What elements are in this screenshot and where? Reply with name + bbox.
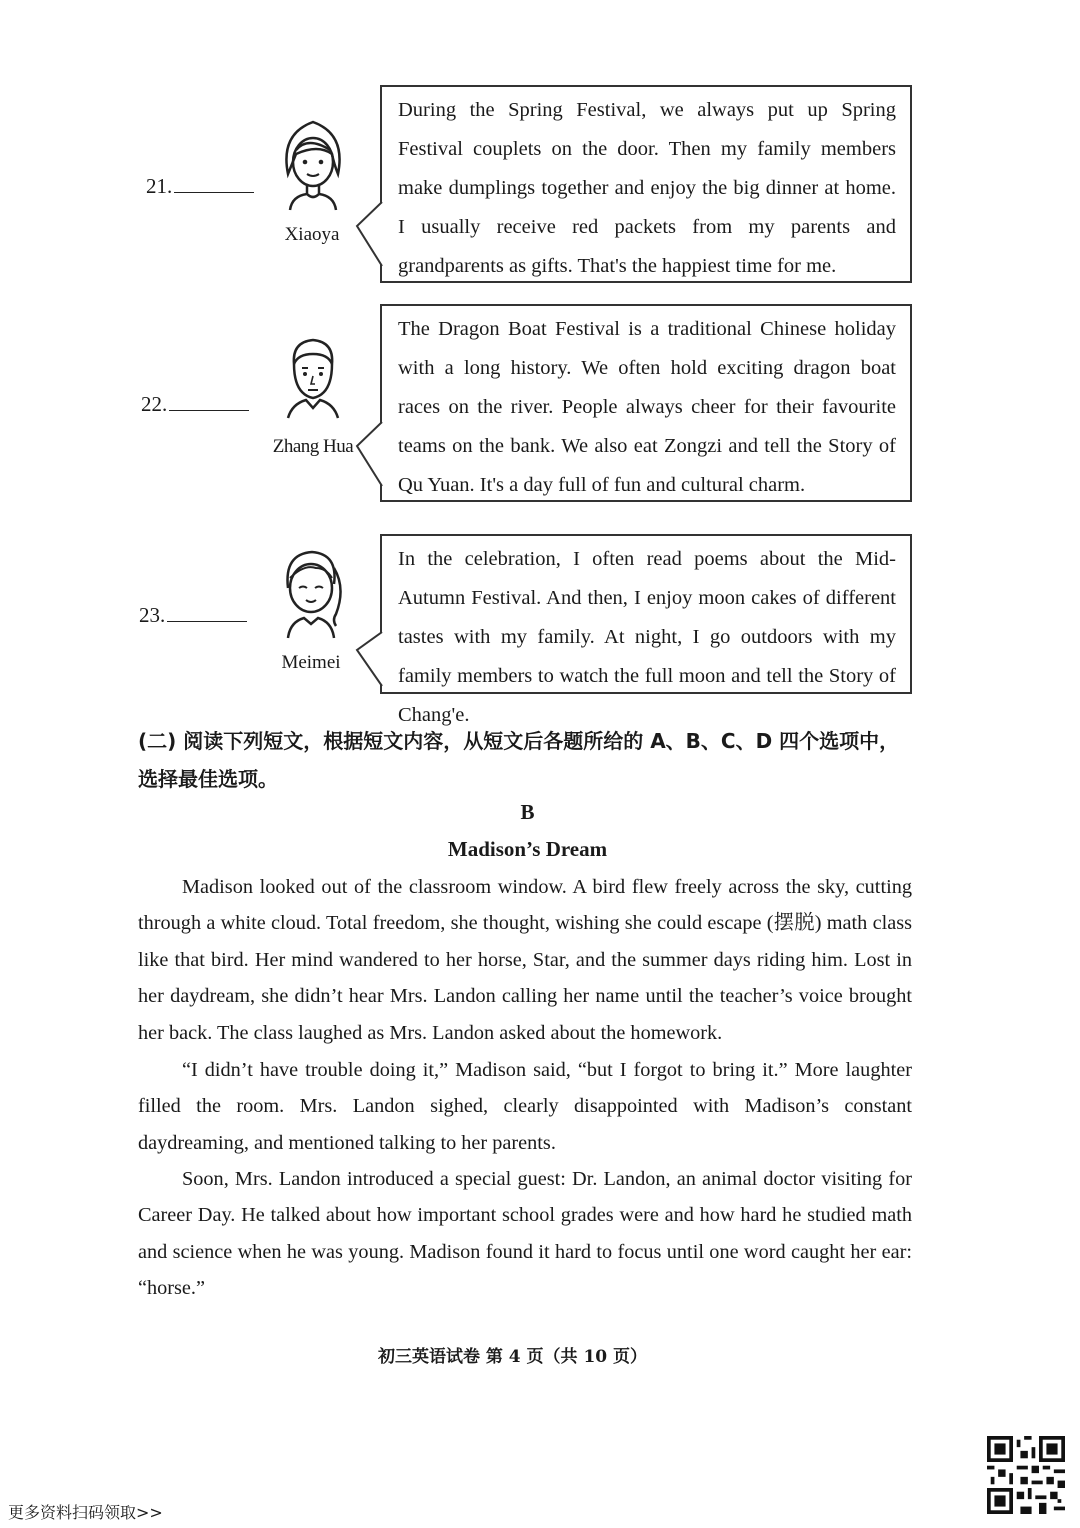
- question-21-number: [146, 172, 254, 199]
- bubble-text-23: In the celebration, I often read poems about the Mid-Autumn Festival. And then, I enjoy moon cakes of different tastes with my family. At night, I go outdoors with my family members to watch the full moon and tell the Story of Chang'e.: [398, 548, 896, 726]
- passage-title: Madison’s Dream: [447, 837, 608, 861]
- girl-ponytail-avatar-icon: [276, 544, 346, 640]
- answer-blank-23[interactable]: [167, 601, 247, 622]
- speech-bubble-21: [380, 85, 912, 283]
- boy-avatar-icon: [280, 334, 346, 420]
- speech-bubble-23: [380, 534, 912, 726]
- passage-label: B: [520, 800, 535, 824]
- person-name-zhang-hua: Zhang Hua: [272, 436, 354, 457]
- answer-blank-22[interactable]: [169, 390, 249, 411]
- section-instruction: (二) 阅读下列短文，根据短文内容，从短文后各题所给的 A、B、C、D 四个选项中，选择最佳选项。: [138, 729, 900, 791]
- speech-bubble-22: [380, 304, 912, 502]
- question-22-number: [141, 390, 249, 417]
- qr-code-icon[interactable]: [987, 1436, 1065, 1514]
- person-name-xiaoya: Xiaoya: [284, 224, 340, 245]
- girl-avatar-icon: [278, 114, 348, 214]
- question-number-text: 22.: [141, 392, 168, 416]
- question-number-text: 21.: [146, 174, 173, 198]
- bubble-text-22: The Dragon Boat Festival is a traditional Chinese holiday with a long history. We often hold exciting dragon boat races on the river. People always cheer for their favourite teams on the bank. We also eat Zongzi and tell the Story of Qu Yuan. It's a day full of fun and cultural charm.: [398, 318, 896, 496]
- passage-paragraph-1: Madison looked out of the classroom window. A bird flew freely across the sky, cutting through a white cloud. Total freedom, she thought, wishing she could escape (摆脱) math class like that bird. Her mind wandered to her horse, Star, and the summer days riding him. Lost in her daydream, she didn’t hear Mrs. Landon calling her name until the teacher’s voice brought her back. The class laughed as Mrs. Landon asked about the homework.: [138, 876, 912, 1044]
- passage-paragraph-2: “I didn’t have trouble doing it,” Madison said, “but I forgot to bring it.” More laughter filled the room. Mrs. Landon sighed, clearly disappointed with Madison’s constant daydreaming, and mentioned talking to her parents.: [138, 1059, 912, 1154]
- bubble-text-21: During the Spring Festival, we always put up Spring Festival couplets on the door. Then my family members make dumplings together and enjoy the big dinner at home. I usually receive red packets from my parents and grandparents as gifts. That's the happiest time for me.: [398, 99, 896, 277]
- page-footer: 初三英语试卷 第 4 页（共 10 页）: [377, 1347, 648, 1367]
- bubble-tail-21: [354, 200, 384, 270]
- more-materials-link[interactable]: 更多资料扫码领取>>: [8, 1503, 163, 1522]
- bubble-tail-23: [354, 630, 384, 690]
- bubble-tail-22: [354, 420, 384, 490]
- answer-blank-21[interactable]: [174, 172, 254, 193]
- question-number-text: 23.: [139, 603, 166, 627]
- passage-paragraph-3: Soon, Mrs. Landon introduced a special guest: Dr. Landon, an animal doctor visiting for Career Day. He talked about how important school grades were and how hard he studied math and science when he was young. Madison found it hard to focus until one word caught her ear: “horse.”: [138, 1168, 912, 1300]
- person-name-meimei: Meimei: [281, 652, 341, 673]
- question-23-number: [139, 601, 247, 628]
